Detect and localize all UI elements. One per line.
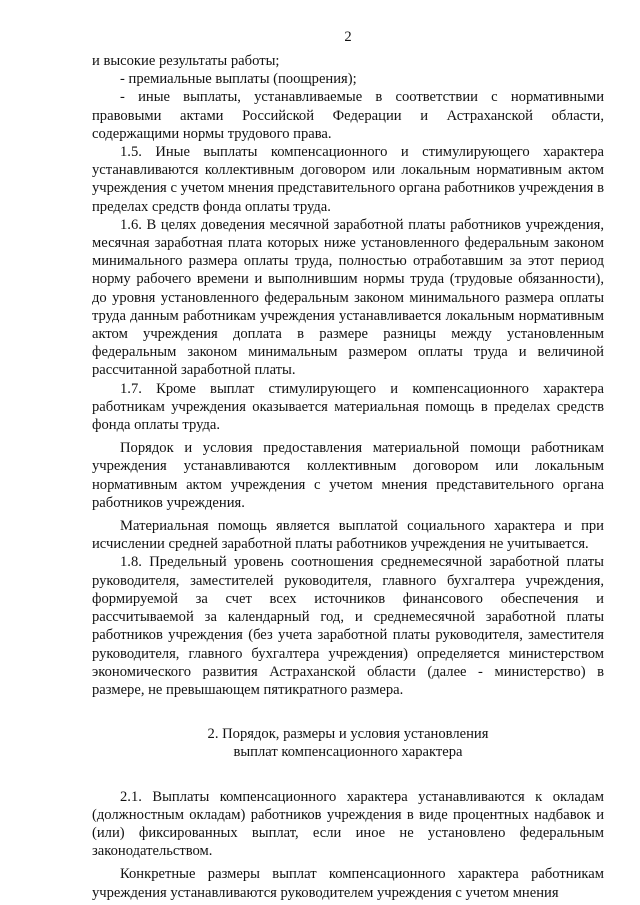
paragraph-material-aid-social: Материальная помощь является выплатой социального характера и при исчислении средней заработной платы работников учреждения не учитывается. [92, 518, 604, 553]
paragraph-continuation: и высокие результаты работы; [92, 53, 280, 69]
paragraph-1-7: 1.7. Кроме выплат стимулирующего и компенсационного характера работникам учреждения оказывается материальная помощь в пределах средств фонда оплаты труда. [92, 380, 604, 434]
paragraph-1-8: 1.8. Предельный уровень соотношения среднемесячной заработной платы руководителя, заместителей руководителя, главного бухгалтера учреждения, формируемой за счет всех источников финансового обеспечения и рассчитываемой за календарный год, и среднемесячной заработной платы работников учреждения (без учета заработной платы руководителя, заместителя руководителя, главного бухгалтера учреждения) определяется министерством экономического развития Астраханской области (далее - министерство) в размере, не превышающем пятикратного размера. [92, 554, 604, 698]
section-heading-line-2: выплат компенсационного характера [233, 744, 463, 761]
document-page [92, 28, 604, 902]
paragraph-material-aid-order: Порядок и условия предоставления материальной помощи работникам учреждения устанавливаются коллективным договором или локальным нормативным актом учреждения с учетом мнения представительного органа работников учреждения. [92, 440, 604, 511]
section-heading [92, 725, 604, 761]
list-item-bonus-payments: - премиальные выплаты (поощрения); [120, 71, 357, 88]
paragraph-1-5: 1.5. Иные выплаты компенсационного и стимулирующего характера устанавливаются коллективным договором или локальным нормативным актом учреждения с учетом мнения представительного органа работников учреждения в пределах средств фонда оплаты труда. [92, 144, 604, 215]
paragraph-2-1: 2.1. Выплаты компенсационного характера устанавливаются к окладам (должностным окладам) работников учреждения в виде процентных надбавок и (или) фиксированных выплат, если иное не установлено федеральным законодательством. [92, 788, 604, 860]
section-heading-line-1: 2. Порядок, размеры и условия установления [207, 726, 489, 743]
paragraph-1-6: 1.6. В целях доведения месячной заработной платы работников учреждения, месячная заработная плата которых ниже установленного федеральным законом минимального размера оплаты труда, полностью отработавшим за этот период норму рабочего времени и выполнившим нормы труда (трудовые обязанности), до уровня установленного федеральным законом минимального размера оплаты труда данным работникам учреждения устанавливается локальным нормативным актом учреждения доплата в размере разницы между установленным федеральным законом минимальным размером оплаты труда и величиной рассчитанной заработной платы. [92, 216, 604, 379]
paragraph-specific-sizes: Конкретные размеры выплат компенсационного характера работникам учреждения устанавливаются руководителем учреждения с учетом мнения [92, 866, 604, 901]
page-number: 2 [344, 29, 352, 45]
list-item-other-payments: - иные выплаты, устанавливаемые в соответствии с нормативными правовыми актами Российской Федерации и Астраханской области, содержащими нормы трудового права. [92, 89, 604, 142]
